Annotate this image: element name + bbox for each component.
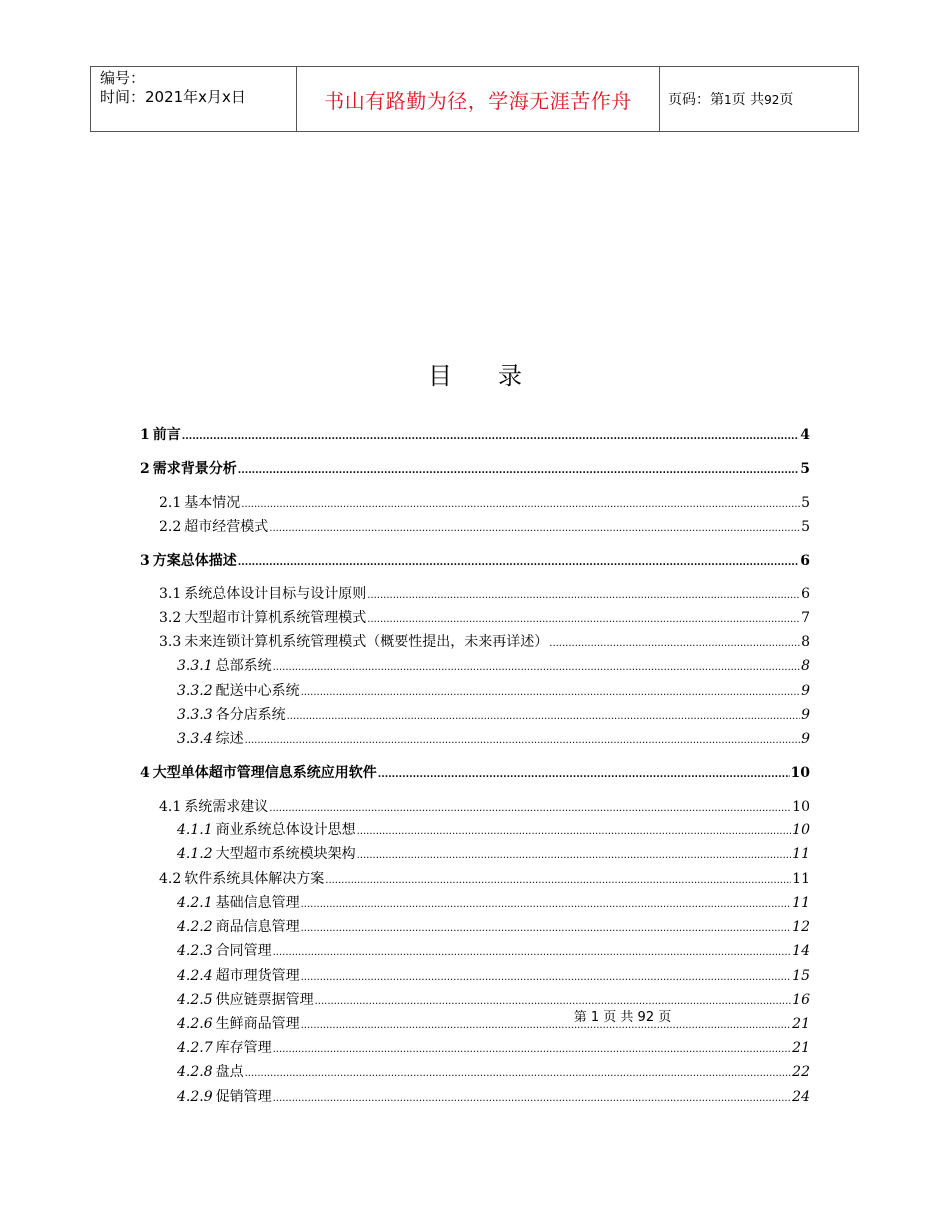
toc-entry-label: 商业系统总体设计思想 — [215, 822, 356, 838]
toc-entry[interactable] — [177, 655, 810, 675]
toc-entry-number: 3.3.2 — [177, 683, 213, 699]
toc-entry[interactable] — [159, 516, 810, 536]
toc-entry[interactable] — [177, 680, 810, 700]
header-meta — [91, 67, 297, 132]
toc-entry[interactable] — [140, 550, 810, 570]
toc-entry[interactable] — [177, 843, 810, 863]
toc-entry-label: 未来连锁计算机系统管理模式（概要性提出，未来再详述） — [184, 634, 549, 650]
toc-entry-number: 4.2.8 — [177, 1064, 213, 1080]
toc-entry-page: 24 — [792, 1089, 810, 1105]
toc-entry-page: 8 — [801, 634, 810, 650]
toc-entry-label: 各分店系统 — [215, 707, 286, 723]
toc-entry-page: 6 — [800, 553, 810, 569]
toc-entry-page: 9 — [801, 731, 810, 747]
toc-entry-label: 库存管理 — [215, 1040, 272, 1056]
toc-entry[interactable] — [177, 728, 810, 748]
toc-entry-page: 21 — [792, 1040, 810, 1056]
toc-entry-number: 3 — [140, 553, 150, 569]
toc-entry-page: 11 — [792, 871, 810, 887]
toc-entry-label: 综述 — [215, 731, 244, 747]
page-suffix: 页 — [779, 92, 794, 108]
toc-dot-leader — [238, 557, 800, 568]
page-current: 1 — [724, 93, 732, 107]
toc-entry-label: 大型超市系统模块架构 — [215, 846, 356, 862]
toc-entry[interactable] — [159, 607, 810, 627]
toc-entry-page: 10 — [792, 799, 810, 815]
toc-entry-label: 前言 — [152, 427, 181, 443]
toc-dot-leader — [241, 499, 800, 510]
toc-entry-number: 3.3.4 — [177, 731, 213, 747]
toc-entry-page: 8 — [801, 658, 810, 674]
toc-entry-label: 大型超市计算机系统管理模式 — [184, 610, 367, 626]
toc-entry[interactable] — [177, 1086, 810, 1106]
toc-entry-label: 大型单体超市管理信息系统应用软件 — [152, 765, 377, 781]
toc-dot-leader — [273, 662, 800, 673]
toc-entry-label: 促销管理 — [215, 1089, 272, 1105]
toc-entry[interactable] — [177, 704, 810, 724]
toc-entry-label: 总部系统 — [215, 658, 272, 674]
toc-entry-label: 方案总体描述 — [152, 553, 237, 569]
toc-entry-number: 4.1.2 — [177, 846, 213, 862]
toc-entry[interactable] — [140, 458, 810, 478]
toc-title — [0, 356, 950, 391]
toc-entry-label: 系统需求建议 — [184, 799, 269, 815]
toc-entry-number: 4.2.6 — [177, 1016, 213, 1032]
document-time: 时间：2021年x月x日 — [100, 88, 246, 106]
toc-entry-number: 3.1 — [159, 586, 182, 602]
toc-entry-page: 5 — [800, 461, 810, 477]
toc-entry-page: 14 — [792, 943, 810, 959]
toc-dot-leader — [182, 431, 800, 442]
page-footer: 第 1 页 共 92 页 — [573, 1010, 672, 1025]
toc-dot-leader — [245, 1068, 792, 1079]
toc-entry-label: 基本情况 — [184, 495, 241, 511]
toc-entry-number: 4.1 — [159, 799, 182, 815]
toc-entry-label: 供应链票据管理 — [215, 992, 314, 1008]
toc-dot-leader — [273, 1093, 792, 1104]
toc-entry-number: 3.2 — [159, 610, 182, 626]
toc-dot-leader — [245, 735, 800, 746]
toc-entry-number: 4.2.9 — [177, 1089, 213, 1105]
toc-entry-number: 4.2.3 — [177, 943, 213, 959]
page-prefix: 页码：第 — [668, 92, 724, 108]
toc-dot-leader — [301, 972, 792, 983]
toc-entry-number: 4.2.2 — [177, 919, 213, 935]
toc-entry-page: 10 — [790, 765, 810, 781]
toc-entry-label: 软件系统具体解决方案 — [184, 871, 325, 887]
toc-dot-leader — [357, 826, 792, 837]
document-number-label: 编号： — [100, 69, 146, 87]
toc-entry-label: 合同管理 — [215, 943, 272, 959]
toc-entry-number: 2 — [140, 461, 150, 477]
toc-entry[interactable] — [159, 868, 810, 888]
toc-entry-page: 5 — [801, 519, 810, 535]
toc-dot-leader — [238, 465, 800, 476]
header-motto-cell — [297, 67, 660, 132]
toc-entry-label: 系统总体设计目标与设计原则 — [184, 586, 367, 602]
toc-entry-number: 4.1.1 — [177, 822, 213, 838]
toc-dot-leader — [269, 803, 791, 814]
toc-entry-page: 6 — [801, 586, 810, 602]
toc-entry[interactable] — [177, 916, 810, 936]
toc-entry-number: 2.2 — [159, 519, 182, 535]
toc-entry-label: 超市理货管理 — [215, 968, 300, 984]
page-total: 92 — [764, 93, 780, 107]
toc-entry[interactable] — [140, 424, 810, 444]
toc-entry[interactable] — [177, 892, 810, 912]
toc-entry-page: 11 — [792, 895, 810, 911]
toc-dot-leader — [287, 711, 800, 722]
toc-entry-number: 4.2.1 — [177, 895, 213, 911]
toc-entry-number: 3.3 — [159, 634, 182, 650]
toc-entry-label: 盘点 — [215, 1064, 244, 1080]
toc-entry-page: 11 — [792, 846, 810, 862]
toc-entry[interactable] — [159, 492, 810, 512]
toc-entry-number: 3.3.3 — [177, 707, 213, 723]
toc-dot-leader — [367, 614, 800, 625]
toc-entry[interactable] — [177, 965, 810, 985]
toc-entry-page: 10 — [792, 822, 810, 838]
toc-entry-label: 生鲜商品管理 — [215, 1016, 300, 1032]
toc-dot-leader — [273, 1044, 792, 1055]
toc-entry-page: 9 — [801, 707, 810, 723]
toc-entry-page: 22 — [792, 1064, 810, 1080]
toc-entry-page: 4 — [800, 427, 810, 443]
toc-entry-number: 4.2.4 — [177, 968, 213, 984]
toc-entry-label: 超市经营模式 — [184, 519, 269, 535]
toc-dot-leader — [378, 769, 790, 780]
toc-entry[interactable] — [177, 1061, 810, 1081]
toc-entry-label: 商品信息管理 — [215, 919, 300, 935]
toc-dot-leader — [301, 923, 792, 934]
toc-entry-label: 需求背景分析 — [152, 461, 237, 477]
toc-entry[interactable] — [177, 940, 810, 960]
toc-entry-number: 4.2.5 — [177, 992, 213, 1008]
toc-dot-leader — [301, 687, 800, 698]
toc-dot-leader — [357, 850, 792, 861]
toc-title-char-1: 目 — [428, 362, 452, 390]
toc-entry-number: 4.2 — [159, 871, 182, 887]
toc-entry[interactable] — [177, 819, 810, 839]
toc-dot-leader — [325, 875, 791, 886]
toc-entry-number: 1 — [140, 427, 150, 443]
toc-entry[interactable] — [159, 796, 810, 816]
toc-title-char-2: 录 — [498, 362, 522, 390]
toc-entry[interactable] — [159, 583, 810, 603]
toc-dot-leader — [367, 590, 800, 601]
toc-entry-label: 配送中心系统 — [215, 683, 300, 699]
toc-entry-page: 7 — [801, 610, 810, 626]
toc-entry[interactable] — [159, 631, 810, 651]
document-header — [90, 66, 859, 132]
toc-dot-leader — [301, 899, 792, 910]
toc-entry[interactable] — [140, 762, 810, 782]
toc-entry-page: 12 — [792, 919, 810, 935]
toc-dot-leader — [549, 638, 800, 649]
toc-entry-page: 15 — [792, 968, 810, 984]
toc-entry-page: 9 — [801, 683, 810, 699]
toc-entry-page: 16 — [792, 992, 810, 1008]
page-mid: 页 共 — [731, 92, 765, 108]
header-page-number — [660, 67, 859, 132]
toc-entry-number: 3.3.1 — [177, 658, 213, 674]
toc-entry-number: 4 — [140, 765, 150, 781]
toc-dot-leader — [273, 947, 792, 958]
motto-text: 书山有路勤为径，学海无涯苦作舟 — [324, 88, 632, 113]
toc-entry-label: 基础信息管理 — [215, 895, 300, 911]
toc-entry-number: 4.2.7 — [177, 1040, 213, 1056]
toc-entry-page: 5 — [801, 495, 810, 511]
toc-dot-leader — [269, 523, 800, 534]
toc-entry[interactable] — [177, 1037, 810, 1057]
toc-entry-number: 2.1 — [159, 495, 182, 511]
toc-entry-page: 21 — [792, 1016, 810, 1032]
